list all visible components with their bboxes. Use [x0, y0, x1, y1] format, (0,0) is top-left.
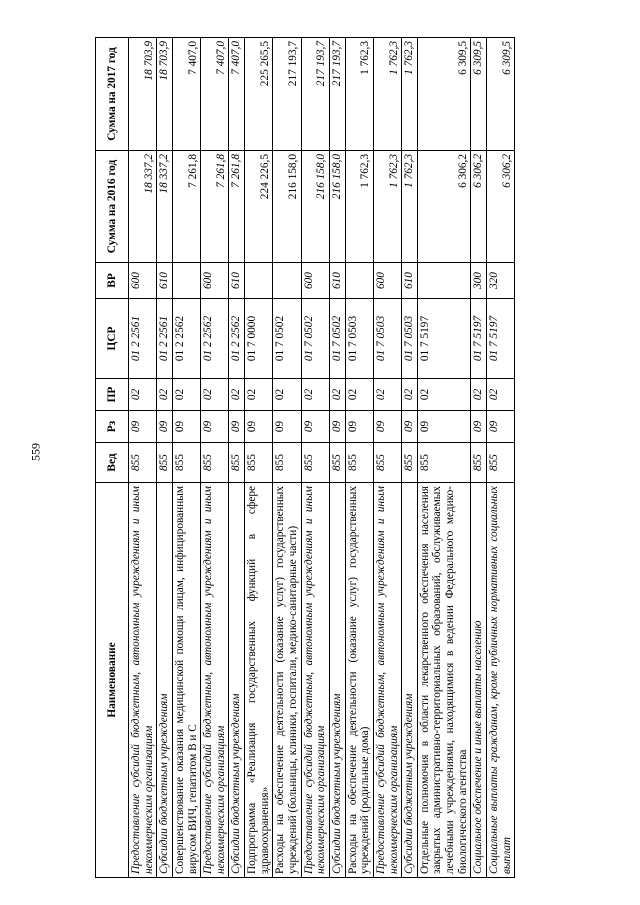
table-row [329, 38, 345, 878]
row-vr: 320 [487, 263, 515, 299]
table-row [345, 38, 373, 878]
table-row [301, 38, 329, 878]
row-sum-2016: 6 306,2 [471, 151, 487, 263]
row-sum-2016: 7 261,8 [201, 151, 229, 263]
row-sum-2017: 1 762,3 [345, 38, 373, 151]
row-name: Социальные выплаты гражданам, кроме публичных нормативных социальных выплат [487, 483, 515, 878]
header-name: Наименование [96, 483, 129, 878]
row-vr: 600 [201, 263, 229, 299]
table-row [273, 38, 301, 878]
row-vr [417, 263, 471, 299]
row-rz: 09 [402, 411, 418, 443]
row-sum-2017: 18 703,9 [157, 38, 173, 151]
row-rz: 09 [229, 411, 245, 443]
row-rz: 09 [487, 411, 515, 443]
row-ved: 855 [245, 443, 273, 483]
row-vr: 610 [229, 263, 245, 299]
table-row [402, 38, 418, 878]
row-pr: 02 [201, 379, 229, 411]
row-sum-2016: 216 158,0 [301, 151, 329, 263]
row-sum-2017: 6 309,5 [471, 38, 487, 151]
table-row [373, 38, 401, 878]
row-ved: 855 [172, 443, 200, 483]
row-name: Субсидии бюджетным учреждениям [157, 483, 173, 878]
table-row [229, 38, 245, 878]
row-name: Предоставление субсидий бюджетным, автономным учреждениям и иным некоммерческим организациям [129, 483, 157, 878]
row-sum-2016: 1 762,3 [345, 151, 373, 263]
row-ved: 855 [329, 443, 345, 483]
row-sum-2017: 6 309,5 [487, 38, 515, 151]
row-pr: 02 [487, 379, 515, 411]
row-csr: 01 7 5197 [417, 299, 471, 379]
row-pr: 02 [157, 379, 173, 411]
row-csr: 01 7 0000 [245, 299, 273, 379]
table-row [201, 38, 229, 878]
row-sum-2017: 18 703,9 [129, 38, 157, 151]
row-sum-2016: 216 158,0 [273, 151, 301, 263]
row-sum-2016: 1 762,3 [373, 151, 401, 263]
row-sum-2017: 7 407,0 [172, 38, 200, 151]
row-rz: 09 [201, 411, 229, 443]
row-name: Совершенствование оказания медицинской помощи лицам, инфицированным вирусом ВИЧ, гепатитом В и С [172, 483, 200, 878]
budget-table-rotated [95, 38, 535, 878]
row-pr: 02 [471, 379, 487, 411]
row-ved: 855 [157, 443, 173, 483]
row-vr: 610 [402, 263, 418, 299]
row-name: Субсидии бюджетным учреждениям [329, 483, 345, 878]
row-rz: 09 [373, 411, 401, 443]
row-ved: 855 [345, 443, 373, 483]
row-vr: 610 [157, 263, 173, 299]
table-row [471, 38, 487, 878]
row-vr: 600 [129, 263, 157, 299]
row-rz: 09 [172, 411, 200, 443]
row-sum-2016: 7 261,8 [229, 151, 245, 263]
row-vr: 610 [329, 263, 345, 299]
row-pr: 02 [329, 379, 345, 411]
row-ved: 855 [301, 443, 329, 483]
row-name: Предоставление субсидий бюджетным, автономным учреждениям и иным некоммерческим организациям [373, 483, 401, 878]
row-csr: 01 2 2562 [201, 299, 229, 379]
header-ved: Вед [96, 443, 129, 483]
row-rz: 09 [301, 411, 329, 443]
header-sum-2017: Сумма на 2017 год [96, 38, 129, 151]
row-ved: 855 [229, 443, 245, 483]
row-ved: 855 [417, 443, 471, 483]
row-csr: 01 2 2562 [172, 299, 200, 379]
row-pr: 02 [273, 379, 301, 411]
row-ved: 855 [201, 443, 229, 483]
row-pr: 02 [301, 379, 329, 411]
table-row [245, 38, 273, 878]
page-number: 559 [28, 443, 43, 461]
row-ved: 855 [129, 443, 157, 483]
row-rz: 09 [245, 411, 273, 443]
row-sum-2016: 1 762,3 [402, 151, 418, 263]
row-pr: 02 [172, 379, 200, 411]
row-pr: 02 [402, 379, 418, 411]
row-csr: 01 7 0503 [345, 299, 373, 379]
row-sum-2016: 7 261,8 [172, 151, 200, 263]
row-csr: 01 7 5197 [487, 299, 515, 379]
row-rz: 09 [329, 411, 345, 443]
row-name: Субсидии бюджетным учреждениям [229, 483, 245, 878]
row-rz: 09 [157, 411, 173, 443]
row-rz: 09 [471, 411, 487, 443]
header-vr: ВР [96, 263, 129, 299]
row-sum-2017: 6 309,5 [417, 38, 471, 151]
row-sum-2016: 6 306,2 [417, 151, 471, 263]
row-pr: 02 [229, 379, 245, 411]
row-csr: 01 2 2561 [129, 299, 157, 379]
row-rz: 09 [417, 411, 471, 443]
row-sum-2017: 7 407,0 [229, 38, 245, 151]
row-csr: 01 7 0502 [301, 299, 329, 379]
row-csr: 01 7 5197 [471, 299, 487, 379]
row-sum-2017: 217 193,7 [329, 38, 345, 151]
row-csr: 01 2 2561 [157, 299, 173, 379]
row-csr: 01 7 0502 [329, 299, 345, 379]
row-name: Предоставление субсидий бюджетным, автономным учреждениям и иным некоммерческим организациям [201, 483, 229, 878]
row-ved: 855 [402, 443, 418, 483]
row-sum-2017: 217 193,7 [273, 38, 301, 151]
table-row [157, 38, 173, 878]
row-rz: 09 [273, 411, 301, 443]
row-rz: 09 [345, 411, 373, 443]
row-sum-2017: 217 193,7 [301, 38, 329, 151]
row-vr [172, 263, 200, 299]
row-ved: 855 [273, 443, 301, 483]
row-name: Социальное обеспечение и иные выплаты населению [471, 483, 487, 878]
row-name: Субсидии бюджетным учреждениям [402, 483, 418, 878]
row-pr: 02 [345, 379, 373, 411]
row-sum-2017: 225 265,5 [245, 38, 273, 151]
table-header-row [96, 38, 129, 878]
row-csr: 01 2 2562 [229, 299, 245, 379]
row-sum-2017: 1 762,3 [373, 38, 401, 151]
row-sum-2017: 7 407,0 [201, 38, 229, 151]
table-row [172, 38, 200, 878]
row-sum-2016: 224 226,5 [245, 151, 273, 263]
row-name: Расходы на обеспечение деятельности (оказание услуг) государственных учреждений (больницы, клиники, госпитали, медико-санитарные части) [273, 483, 301, 878]
table-row [129, 38, 157, 878]
row-pr: 02 [129, 379, 157, 411]
row-rz: 09 [129, 411, 157, 443]
row-pr: 02 [245, 379, 273, 411]
table-row [487, 38, 515, 878]
row-name: Подпрограмма «Реализация государственных функций в сфере здравоохранения» [245, 483, 273, 878]
row-ved: 855 [373, 443, 401, 483]
row-sum-2017: 1 762,3 [402, 38, 418, 151]
row-sum-2016: 18 337,2 [157, 151, 173, 263]
header-rz: Рз [96, 411, 129, 443]
row-vr: 600 [301, 263, 329, 299]
budget-table [95, 37, 515, 878]
row-vr [345, 263, 373, 299]
row-sum-2016: 18 337,2 [129, 151, 157, 263]
header-pr: ПР [96, 379, 129, 411]
row-csr: 01 7 0502 [273, 299, 301, 379]
header-csr: ЦСР [96, 299, 129, 379]
header-sum-2016: Сумма на 2016 год [96, 151, 129, 263]
row-sum-2016: 216 158,0 [329, 151, 345, 263]
row-csr: 01 7 0503 [402, 299, 418, 379]
row-vr: 600 [373, 263, 401, 299]
row-pr: 02 [373, 379, 401, 411]
row-sum-2016: 6 306,2 [487, 151, 515, 263]
row-pr: 02 [417, 379, 471, 411]
row-name: Расходы на обеспечение деятельности (оказание услуг) государственных учреждений (родильные дома) [345, 483, 373, 878]
row-vr [245, 263, 273, 299]
row-csr: 01 7 0503 [373, 299, 401, 379]
row-ved: 855 [487, 443, 515, 483]
table-row [417, 38, 471, 878]
row-vr [273, 263, 301, 299]
row-vr: 300 [471, 263, 487, 299]
row-name: Предоставление субсидий бюджетным, автономным учреждениям и иным некоммерческим организациям [301, 483, 329, 878]
row-ved: 855 [471, 443, 487, 483]
row-name: Отдельные полномочия в области лекарственного обеспечения населения закрытых административно-территориальных образований, обслуживаемых лечебными учреждениями, находящимися в ведении Федерального медико-биологического агентства [417, 483, 471, 878]
